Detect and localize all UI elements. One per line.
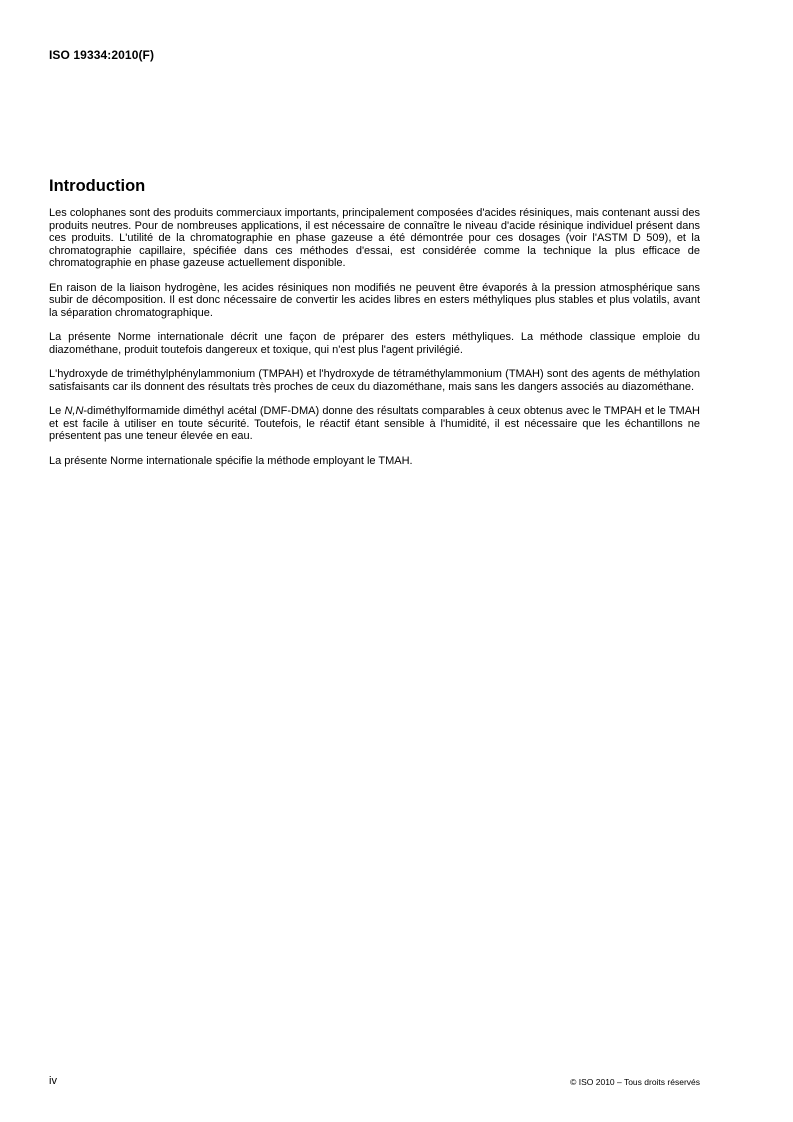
paragraph-5-italic: N,N <box>64 405 84 417</box>
page-number: iv <box>49 1075 57 1087</box>
paragraph-3: La présente Norme internationale décrit une façon de préparer des esters méthyliques. La méthode classique emploie du diazométhane, produit toutefois dangereux et toxique, qui n'est plus l'agent privilégié. <box>49 331 700 356</box>
paragraph-5-prefix: Le <box>49 405 65 417</box>
paragraph-4: L'hydroxyde de triméthylphénylammonium (TMPAH) et l'hydroxyde de tétraméthylammonium (TMAH) sont des agents de méthylation satisfaisants car ils donnent des résultats très proches de ceux du diazométhane, mais sans les dangers associés au diazométhane. <box>49 368 700 393</box>
paragraph-6: La présente Norme internationale spécifie la méthode employant le TMAH. <box>49 454 413 467</box>
paragraph-5 <box>49 405 700 443</box>
paragraph-1: Les colophanes sont des produits commerciaux importants, principalement composées d'acides résiniques, mais contenant aussi des produits neutres. Pour de nombreuses applications, il est nécessaire de connaître le niveau d'acide résinique individuel présent dans ces produits. L'utilité de la chromatographie en phase gazeuse a été démontrée pour ces dosages (voir l'ASTM D 509), et la chromatographie capillaire, spécifiée dans ces méthodes d'essai, est considérée comme la technique la plus efficace de chromatographie en phase gazeuse actuellement disponible. <box>49 207 700 269</box>
section-title: Introduction <box>49 177 146 195</box>
document-code: ISO 19334:2010(F) <box>49 48 155 62</box>
paragraph-2: En raison de la liaison hydrogène, les acides résiniques non modifiés ne peuvent être évaporés à la pression atmosphérique sans subir de décomposition. Il est donc nécessaire de convertir les acides libres en esters méthyliques plus stables et plus volatils, avant la séparation chromatographique. <box>49 281 700 319</box>
copyright-notice: © ISO 2010 – Tous droits réservés <box>570 1077 700 1087</box>
introduction-body <box>49 207 700 479</box>
paragraph-5-rest: -diméthylformamide diméthyl acétal (DMF-DMA) donne des résultats comparables à ceux obtenus avec le TMPAH et le TMAH et est facile à utiliser en toute sécurité. Toutefois, le réactif étant sensible à l'humidité, il est nécessaire que les échantillons ne présentent pas une teneur élevée en eau. <box>49 405 701 442</box>
